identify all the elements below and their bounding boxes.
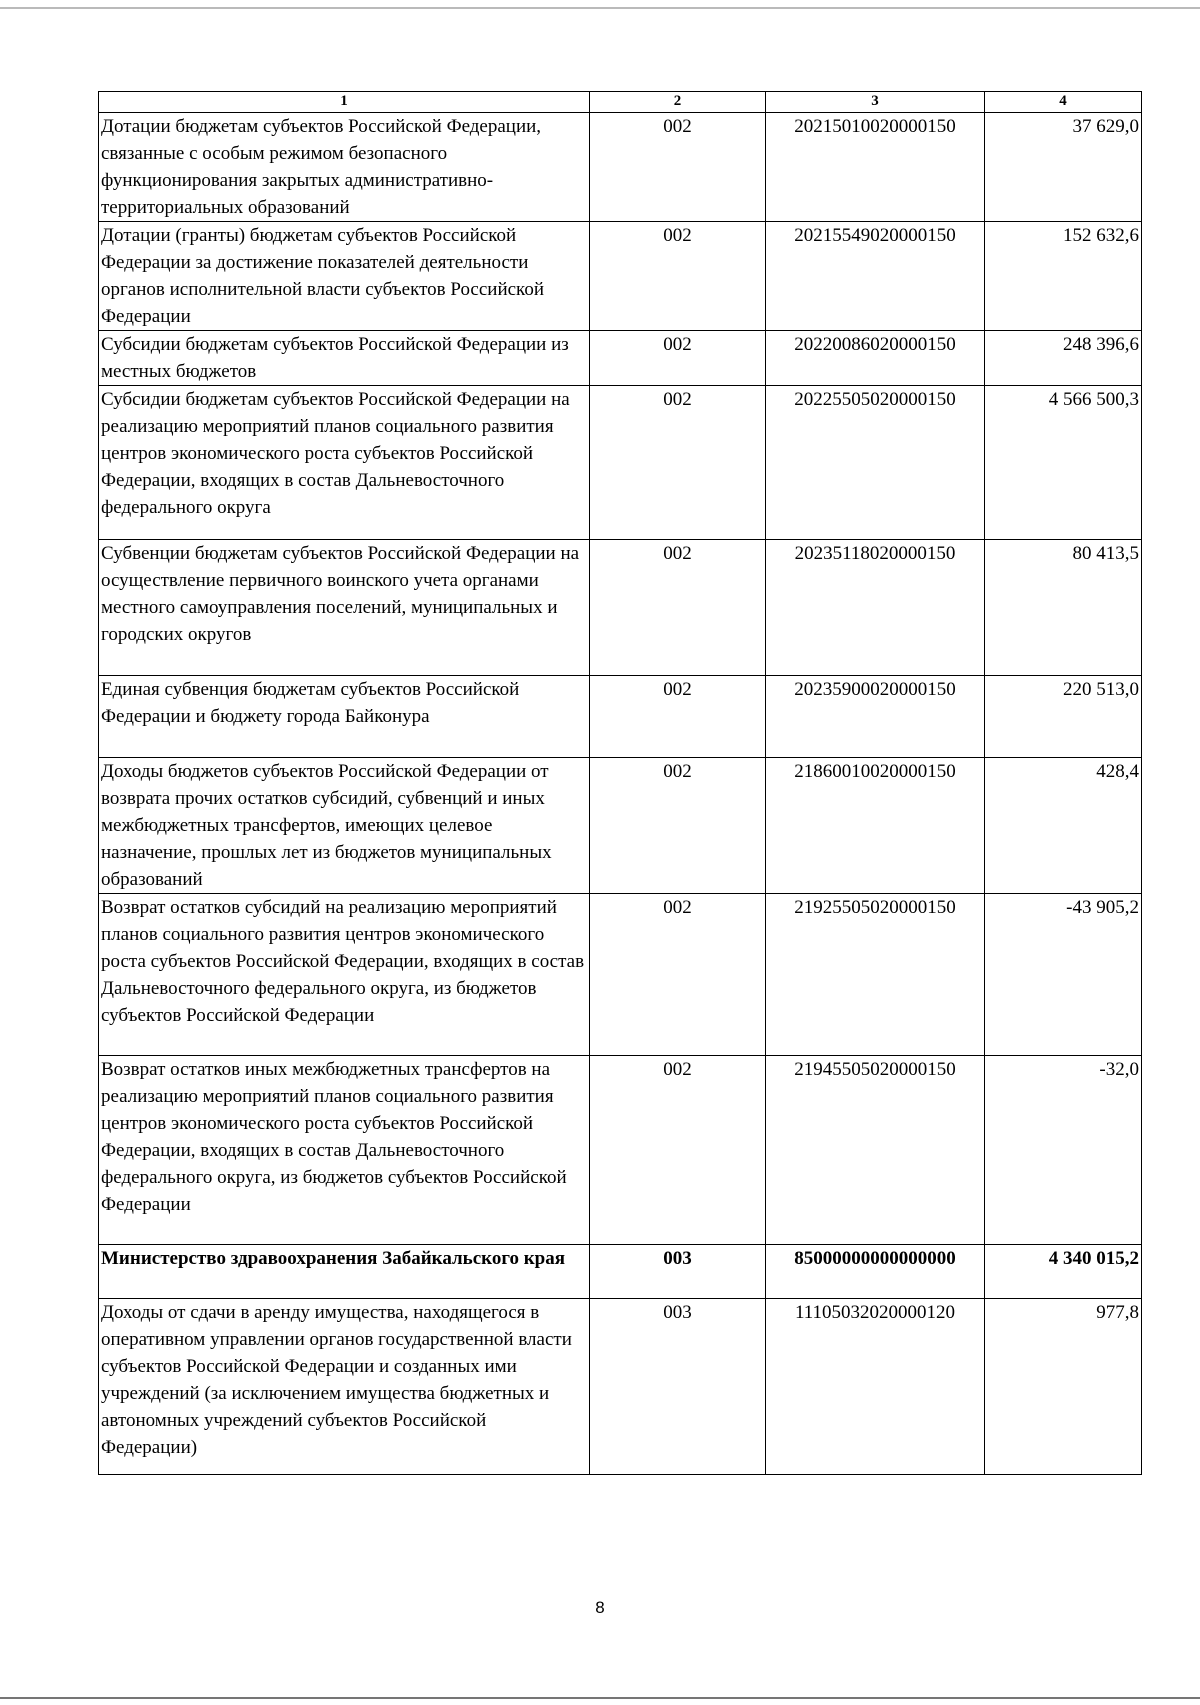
budget-revenue-table bbox=[98, 91, 1142, 1475]
amount: 220 513,0 bbox=[985, 676, 1142, 758]
amount: 37 629,0 bbox=[985, 113, 1142, 222]
amount: 977,8 bbox=[985, 1299, 1142, 1475]
administrator-code: 003 bbox=[590, 1245, 766, 1299]
table-row bbox=[99, 331, 1142, 386]
revenue-name: Возврат остатков иных межбюджетных трансфертов на реализацию мероприятий планов социального развития центров экономического роста субъектов Российской Федерации, входящих в состав Дальневосточного федерального округа, из бюджетов субъектов Российской Федерации bbox=[99, 1056, 590, 1245]
budget-classification-code: 11105032020000120 bbox=[766, 1299, 985, 1475]
page-number: 8 bbox=[595, 1598, 605, 1617]
table-row bbox=[99, 1299, 1142, 1475]
budget-classification-code: 20215549020000150 bbox=[766, 222, 985, 331]
revenue-name: Дотации (гранты) бюджетам субъектов Российской Федерации за достижение показателей деятельности органов исполнительной власти субъектов Российской Федерации bbox=[99, 222, 590, 331]
revenue-name: Возврат остатков субсидий на реализацию мероприятий планов социального развития центров экономического роста субъектов Российской Федерации, входящих в состав Дальневосточного федерального округа, из бюджетов субъектов Российской Федерации bbox=[99, 894, 590, 1056]
amount: 152 632,6 bbox=[985, 222, 1142, 331]
revenue-name: Доходы от сдачи в аренду имущества, находящегося в оперативном управлении органов государственной власти субъектов Российской Федерации и созданных ими учреждений (за исключением имущества бюджетных и автономных учреждений субъектов Российской Федерации) bbox=[99, 1299, 590, 1475]
budget-classification-code: 20235118020000150 bbox=[766, 540, 985, 676]
administrator-code: 002 bbox=[590, 676, 766, 758]
revenue-name: Единая субвенция бюджетам субъектов Российской Федерации и бюджету города Байконура bbox=[99, 676, 590, 758]
revenue-name: Субсидии бюджетам субъектов Российской Федерации из местных бюджетов bbox=[99, 331, 590, 386]
budget-classification-code: 21925505020000150 bbox=[766, 894, 985, 1056]
administrator-code: 002 bbox=[590, 331, 766, 386]
ministry-name: Министерство здравоохранения Забайкальского края bbox=[99, 1245, 590, 1299]
amount: 4 566 500,3 bbox=[985, 386, 1142, 540]
table-row bbox=[99, 894, 1142, 1056]
table-row bbox=[99, 386, 1142, 540]
column-number-4: 4 bbox=[985, 92, 1142, 113]
table-row bbox=[99, 540, 1142, 676]
column-number-3: 3 bbox=[766, 92, 985, 113]
table-row bbox=[99, 1056, 1142, 1245]
administrator-code: 002 bbox=[590, 1056, 766, 1245]
administrator-code: 002 bbox=[590, 540, 766, 676]
budget-classification-code: 20220086020000150 bbox=[766, 331, 985, 386]
amount: 248 396,6 bbox=[985, 331, 1142, 386]
administrator-code: 002 bbox=[590, 222, 766, 331]
scan-bottom-edge bbox=[0, 1697, 1200, 1699]
budget-classification-code: 20235900020000150 bbox=[766, 676, 985, 758]
revenue-name: Субвенции бюджетам субъектов Российской Федерации на осуществление первичного воинского учета органами местного самоуправления поселений, муниципальных и городских округов bbox=[99, 540, 590, 676]
revenue-name: Дотации бюджетам субъектов Российской Федерации, связанные с особым режимом безопасного функционирования закрытых административно-территориальных образований bbox=[99, 113, 590, 222]
scan-top-edge bbox=[0, 7, 1200, 9]
administrator-code: 002 bbox=[590, 758, 766, 894]
revenue-name: Субсидии бюджетам субъектов Российской Федерации на реализацию мероприятий планов социального развития центров экономического роста субъектов Российской Федерации, входящих в состав Дальневосточного федерального округа bbox=[99, 386, 590, 540]
ministry-row bbox=[99, 1245, 1142, 1299]
ministry-total-amount: 4 340 015,2 bbox=[985, 1245, 1142, 1299]
revenue-name: Доходы бюджетов субъектов Российской Федерации от возврата прочих остатков субсидий, субвенций и иных межбюджетных трансфертов, имеющих целевое назначение, прошлых лет из бюджетов муниципальных образований bbox=[99, 758, 590, 894]
amount: 428,4 bbox=[985, 758, 1142, 894]
administrator-code: 002 bbox=[590, 113, 766, 222]
budget-classification-code: 20215010020000150 bbox=[766, 113, 985, 222]
column-number-2: 2 bbox=[590, 92, 766, 113]
table-row bbox=[99, 676, 1142, 758]
table-row bbox=[99, 222, 1142, 331]
budget-classification-code: 21860010020000150 bbox=[766, 758, 985, 894]
budget-classification-code: 21945505020000150 bbox=[766, 1056, 985, 1245]
table-row bbox=[99, 113, 1142, 222]
column-number-row bbox=[99, 92, 1142, 113]
budget-classification-code: 20225505020000150 bbox=[766, 386, 985, 540]
administrator-code: 002 bbox=[590, 386, 766, 540]
administrator-code: 002 bbox=[590, 894, 766, 1056]
amount: -32,0 bbox=[985, 1056, 1142, 1245]
administrator-code: 003 bbox=[590, 1299, 766, 1475]
amount: -43 905,2 bbox=[985, 894, 1142, 1056]
amount: 80 413,5 bbox=[985, 540, 1142, 676]
budget-classification-code: 85000000000000000 bbox=[766, 1245, 985, 1299]
table-row bbox=[99, 758, 1142, 894]
column-number-1: 1 bbox=[99, 92, 590, 113]
